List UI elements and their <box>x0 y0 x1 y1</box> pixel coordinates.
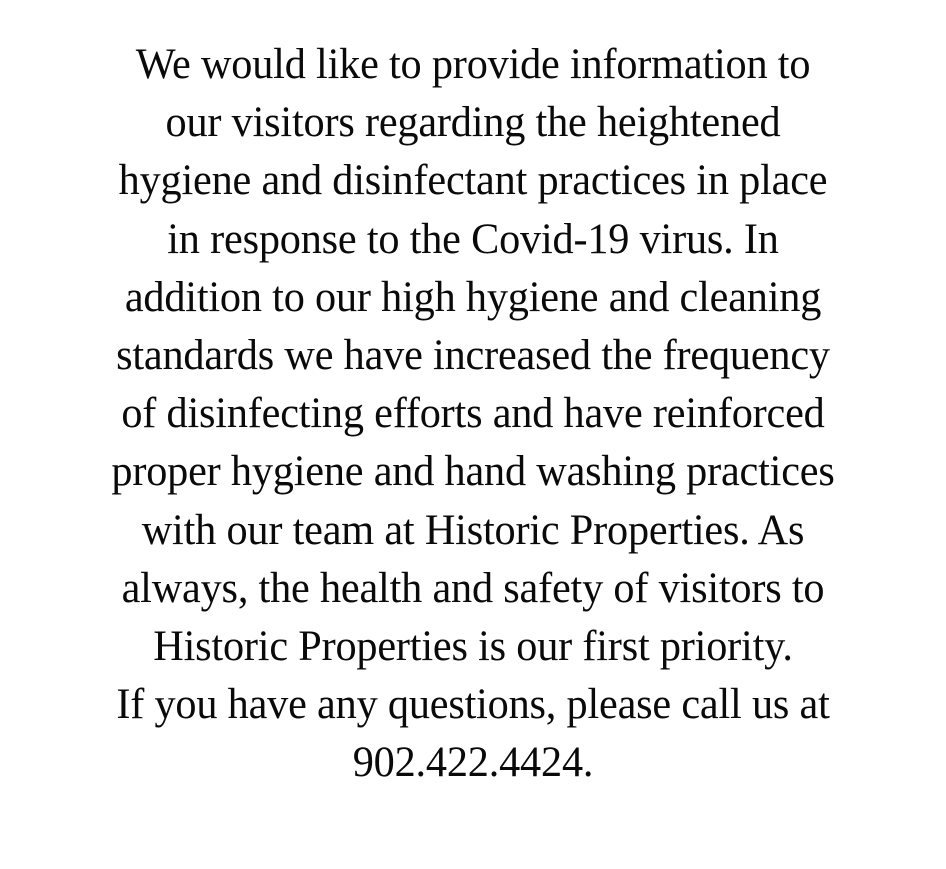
notice-line: with our team at Historic Properties. As <box>141 506 805 554</box>
notice-line: in response to the Covid-19 virus. In <box>167 215 779 263</box>
phone-number: 902.422.4424. <box>352 739 594 787</box>
notice-line: proper hygiene and hand washing practices <box>111 448 835 496</box>
notice-line: our visitors regarding the heightened <box>165 99 781 147</box>
notice-line: addition to our high hygiene and cleaning <box>124 273 822 321</box>
notice-line: hygiene and disinfectant practices in place <box>118 157 828 205</box>
covid-hygiene-notice <box>0 36 946 793</box>
notice-line: We would like to provide information to <box>135 41 811 88</box>
notice-line: If you have any questions, please call us at <box>116 681 830 729</box>
notice-line: Historic Properties is our first priority. <box>153 623 793 671</box>
notice-line: standards we have increased the frequency <box>116 332 830 380</box>
notice-line: of disinfecting efforts and have reinforced <box>121 390 825 438</box>
notice-line: always, the health and safety of visitors to <box>121 564 825 612</box>
